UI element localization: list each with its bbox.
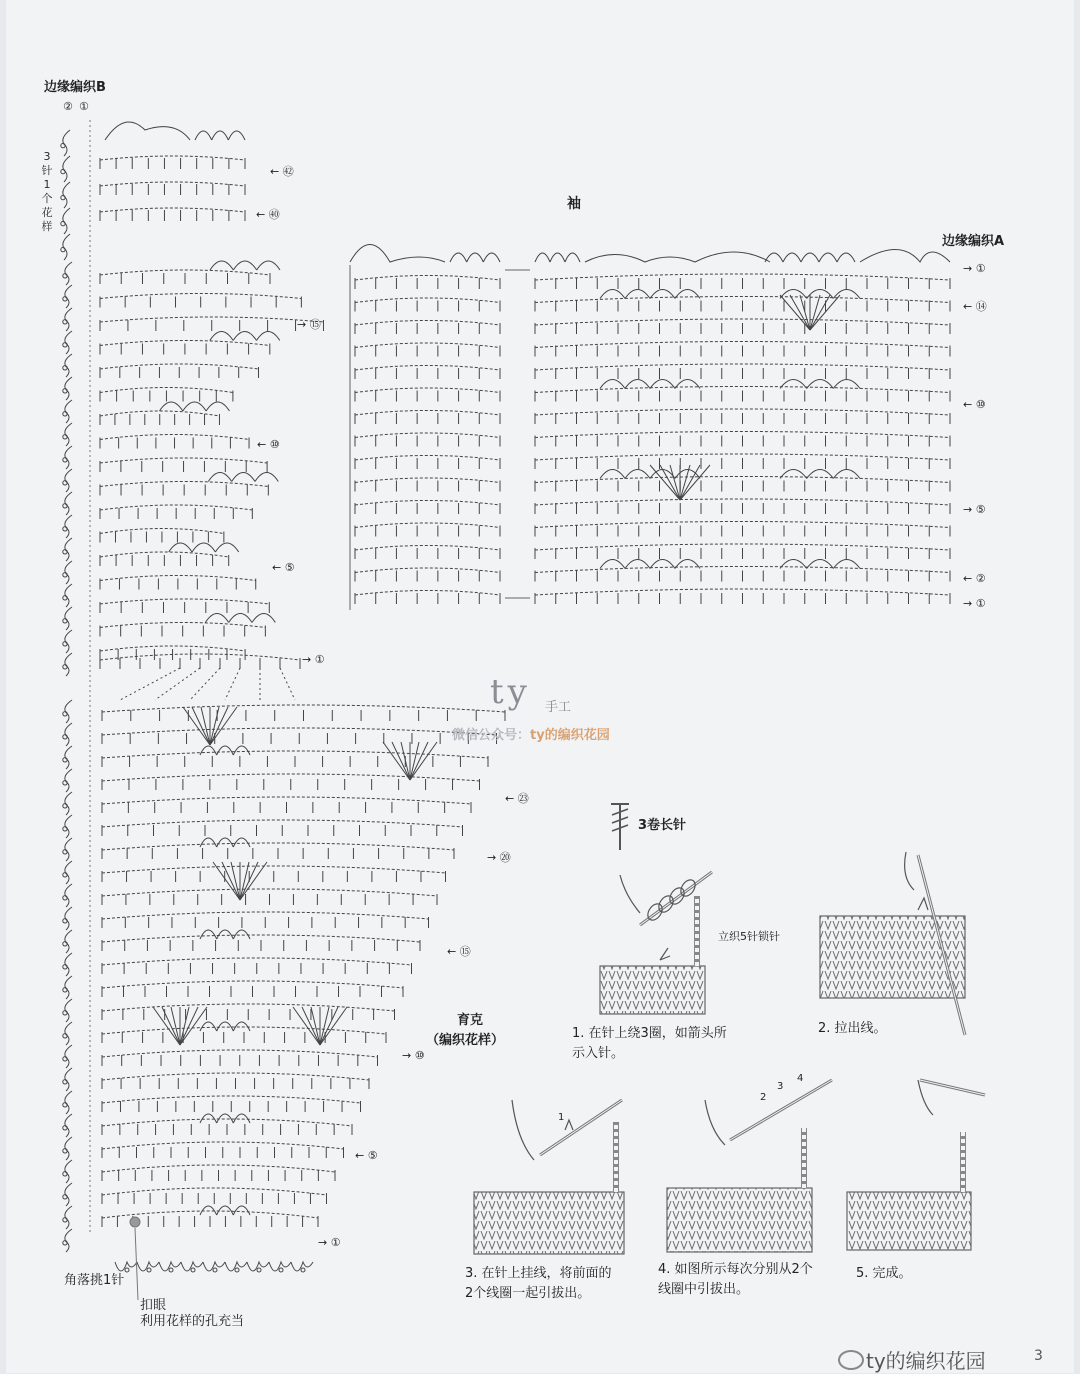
sleeve-row [355,411,500,416]
edge-picot [63,1103,67,1107]
yoke-shell [217,1206,234,1215]
edge-picot [63,1011,67,1015]
sleeve-fan [660,465,680,500]
row-marker: ← ⑤ [272,561,295,574]
watermark-brand-sub: 手工 [545,700,572,715]
edge-picot [63,942,67,946]
yoke-shell [233,746,250,755]
row-marker: → ⑤ [963,503,986,516]
buttonhole-marker [130,1217,140,1227]
edge-picot [61,221,65,225]
yoke-shell [233,1114,250,1123]
watermark-account: 微信公众号：ty的编织花园 [452,728,610,743]
sleeve-picot [837,253,855,262]
row-marker: ← ⑩ [257,438,280,451]
edge-mark-1: ① [79,100,89,113]
sleeve-row [355,298,500,303]
edge-picot [63,1172,67,1176]
edge-picot [63,919,67,923]
yarn-strand [512,1100,534,1160]
edging-b-row [100,208,245,212]
bottom-picot [115,1262,137,1271]
edge-picot [63,1080,67,1084]
edging-b-label: 边缘编织B [44,80,106,95]
edge-picot [61,195,65,199]
yarn-strand [918,1080,933,1115]
bottom-picot [181,1262,203,1271]
left-panel-shell [256,332,279,341]
buttonhole-note: 利用花样的孔充当 [140,1314,245,1329]
sleeve-shell [625,560,650,569]
direction-arrow [565,1120,573,1130]
edge-picot [63,1126,67,1130]
edge-picot [61,169,65,173]
bottom-picot [225,1262,247,1271]
yoke-subtitle: （编织花样） [426,1033,505,1048]
edge-picot [63,1057,67,1061]
crochet-hook [920,1080,985,1095]
yoke-fan [240,862,258,900]
edge-picot [63,412,67,416]
row-marker: ← ② [963,572,986,585]
row-marker: → ① [302,653,325,666]
edge-picot [63,156,70,182]
left-panel-shell [208,473,231,482]
yoke-title: 育克 [457,1013,484,1028]
sleeve-row [355,456,500,461]
edge-picot [63,758,67,762]
sleeve-picot [483,253,500,262]
yoke-fan [320,1007,338,1045]
edge-picot [63,1218,67,1222]
fabric-swatch [847,1192,971,1250]
sleeve-picot [801,253,819,262]
edge-picot [63,896,67,900]
bottom-picot [301,1268,305,1272]
yoke-shell [200,1114,217,1123]
sleeve-shell [833,290,860,299]
sleeve-picot [450,253,467,262]
watermark-brand: ty [490,672,531,712]
sleeve-shell [625,290,650,299]
edge-picot [63,1034,67,1038]
sleeve-row [355,343,500,348]
sleeve-top-arc [350,245,445,263]
edging-b-picot [212,131,229,140]
transition-line [225,668,240,700]
yoke-fan [392,742,410,780]
buttonhole-title: 扣眼 [140,1298,167,1313]
fabric-swatch [600,966,705,1014]
sleeve-shell [833,560,860,569]
edge-picot [63,527,67,531]
sleeve-picot [550,253,565,262]
bottom-picot [247,1262,269,1271]
yoke-shell [233,1206,250,1215]
row-marker: ← ⑮ [447,945,471,958]
sleeve-row [355,478,500,483]
wechat-icon [838,1350,864,1370]
edging-b-picot [228,131,245,140]
direction-arrow [660,948,670,960]
left-panel-shell [232,473,255,482]
row-marker: → ⑳ [487,851,511,864]
edging-a-label: 边缘编织A [942,234,1005,249]
sleeve-picot [565,253,580,262]
step-number: 1 [558,1112,565,1123]
left-panel-shell [159,402,182,411]
bottom-picot [137,1262,159,1271]
left-panel-shell [210,332,233,341]
edge-picot [63,735,67,739]
sleeve-shell [600,560,625,569]
sleeve-picot [819,253,837,262]
edge-picot [63,1241,67,1245]
edge-picot [63,573,67,577]
step-caption: 2. 拉出线。 [818,1021,887,1036]
yarn-strand [620,875,640,913]
sleeve-row [355,366,500,371]
stitch-illustrations [474,804,985,1254]
left-panel-shell [205,614,228,623]
step-caption: 4. 如图所示每次分别从2个 线圈中引拔出。 [658,1262,813,1297]
edging-b-row [100,182,245,186]
bottom-picot [147,1268,151,1272]
edge-picot [63,965,67,969]
edging-b-row [100,156,245,160]
left-panel-shell [215,543,238,552]
edge-picot [63,343,67,347]
left-panel-shell [233,332,256,341]
row-marker: → ① [963,597,986,610]
corner-note: 角落挑1针 [64,1273,125,1288]
stitch-callout: 立织5针锁针 [718,930,780,943]
edge-picot [61,247,65,251]
yoke-fan [210,707,228,745]
edge-picot [63,435,67,439]
row-marker: ← ㊵ [256,208,280,221]
bottom-picot [203,1262,225,1271]
direction-arrow [918,898,928,910]
row-marker: ← ㉓ [505,792,529,805]
yoke-shell [217,838,234,847]
left-panel-shell [257,261,280,270]
sleeve-row [355,433,500,438]
edge-picot [63,850,67,854]
sleeve-picot [467,253,484,262]
step-caption: 5. 完成。 [856,1266,912,1281]
edge-picot [63,458,67,462]
bottom-picot [269,1262,291,1271]
edge-picot [63,596,67,600]
left-panel-shell [252,614,275,623]
side-note-char: 样 [41,220,53,233]
sleeve-shell [625,470,650,479]
yoke-shell [200,1206,217,1215]
step-number: 4 [797,1073,804,1084]
stitch-guide-title: 3卷长针 [638,818,687,833]
footer-brand: ty的编织花园 [866,1349,986,1373]
bottom-picot [191,1268,195,1272]
edge-mark-2: ② [63,100,73,113]
sleeve-shell [833,470,860,479]
edge-picot [63,550,67,554]
transition-line [120,668,180,700]
edge-picot [63,619,67,623]
left-panel-shell [255,473,278,482]
sleeve-shell [833,380,860,389]
edge-picot [63,804,67,808]
yoke-fan [192,707,210,745]
edge-picot [63,182,70,208]
fabric-swatch [667,1188,812,1252]
bottom-picot [291,1262,313,1271]
sleeve-shell [600,470,625,479]
sleeve-top-arc [860,250,950,263]
edge-picot [63,320,67,324]
sleeve-row [355,568,500,573]
edge-picot [63,274,67,278]
yoke-shell [233,838,250,847]
crochet-hook [640,872,712,925]
side-note-char: 个 [41,192,53,205]
fabric-swatch [474,1192,624,1254]
edge-picot [63,988,67,992]
row-marker: → ① [963,262,986,275]
transition-line [280,668,295,700]
sleeve-shell [600,290,625,299]
edging-b-picot [195,131,212,140]
bottom-picot [235,1268,239,1272]
edging-b-arc [105,122,190,140]
edge-picot [61,143,65,147]
left-panel-shell [210,261,233,270]
sleeve-shell [600,380,625,389]
crochet-hook [540,1100,622,1155]
sleeve-picot [783,253,801,262]
yoke-shell [233,1022,250,1031]
edge-picot [63,297,67,301]
step-caption: 3. 在针上挂线，将前面的 2个线圈一起引拔出。 [465,1266,612,1301]
left-panel-shell [229,614,252,623]
left-panel-shell [192,543,215,552]
sleeve-row [355,388,500,393]
sleeve-fan [810,295,830,330]
sleeve-picot [535,253,550,262]
edge-picot [63,712,67,716]
row-marker: ← ⑩ [963,398,986,411]
yoke-shell [217,930,234,939]
edge-picot [63,481,67,485]
yoke-shell [200,930,217,939]
side-note [40,150,54,234]
edge-picot [63,781,67,785]
sleeve-row [355,321,500,326]
bottom-picot [125,1268,129,1272]
edge-picot [63,642,67,646]
step-number: 2 [760,1092,767,1103]
edge-picot [63,389,67,393]
transition-line [190,668,220,700]
page-number-fragment: 3 [1034,1348,1043,1364]
bottom-picot [169,1268,173,1272]
bottom-picot [159,1262,181,1271]
bottom-picot [257,1268,261,1272]
step-caption: 1. 在针上绕3圈，如箭头所 示入针。 [572,1026,727,1061]
edge-picot [63,827,67,831]
sleeve-top-arc [585,252,770,262]
left-panel-shell [183,402,206,411]
edge-picot [63,208,70,234]
row-marker: ← ⑤ [355,1149,378,1162]
row-marker: → ⑮ [297,318,321,331]
edge-picot [63,1195,67,1199]
sleeve-row [355,523,500,528]
yoke-shell [217,1114,234,1123]
edge-picot [63,130,70,156]
side-note-char: 花 [41,206,53,219]
edge-picot [63,234,70,260]
yarn-strand [905,852,914,890]
yarn-strand [705,1100,725,1145]
side-note-char: 3 [43,150,51,163]
yoke-fan [410,742,428,780]
sleeve-row [355,501,500,506]
bottom-picot [213,1268,217,1272]
yoke-fan [162,1007,180,1045]
edge-picot [63,1149,67,1153]
left-panel-shell [233,261,256,270]
yoke-shell [217,746,234,755]
bottom-picot [279,1268,283,1272]
row-marker: ← ㊷ [270,165,294,178]
left-panel-shell [206,402,229,411]
sleeve-shell [625,380,650,389]
yoke-fan [180,1007,198,1045]
left-panel-shell [169,543,192,552]
yoke-shell [200,746,217,755]
side-note-char: 针 [41,164,53,177]
sleeve-row [355,276,500,281]
edge-picot [63,366,67,370]
row-marker: → ⑩ [402,1049,425,1062]
sleeve-fan [790,295,810,330]
yoke-shell [200,1022,217,1031]
step-number: 3 [777,1081,784,1092]
edge-picot [63,873,67,877]
sleeve-title: 袖 [567,196,581,212]
row-marker: → ① [318,1236,341,1249]
sleeve-row [355,591,500,596]
sleeve-row [355,546,500,551]
transition-line [155,668,200,700]
yoke-shell [200,838,217,847]
yoke-shell [233,930,250,939]
row-marker: ← ⑭ [963,300,987,313]
yoke-shell [217,1022,234,1031]
edge-picot [63,504,67,508]
side-note-char: 1 [43,178,51,191]
edge-picot [63,665,67,669]
